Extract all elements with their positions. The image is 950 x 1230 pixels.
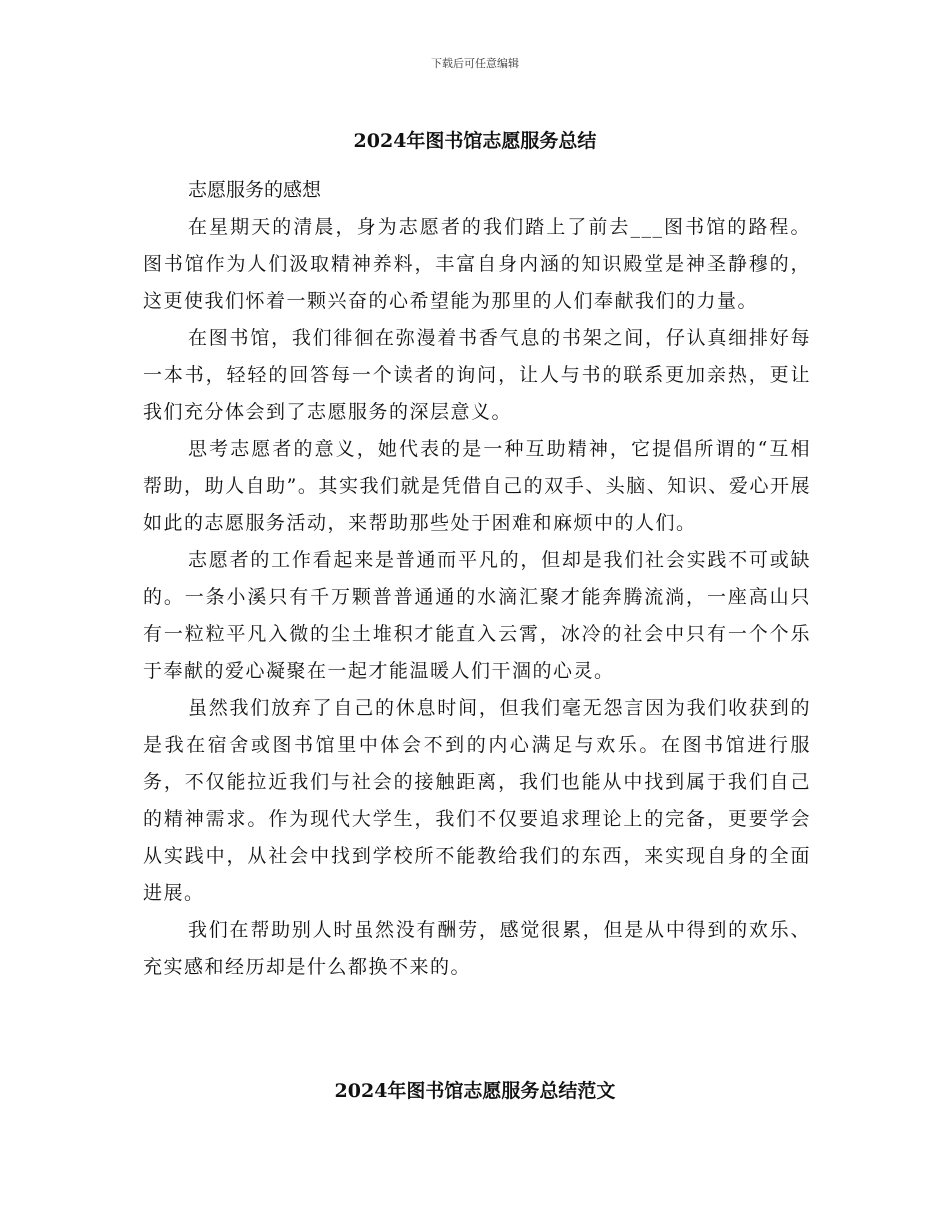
section-subheading: 志愿服务的感想 [188,179,322,201]
paragraph: 在图书馆，我们徘徊在弥漫着书香气息的书架之间，仔认真细排好每一本书，轻轻的回答每一个读者的询问，让人与书的联系更加亲热，更让我们充分体会到了志愿服务的深层意义。 [143,327,811,423]
document-title: 2024年图书馆志愿服务总结 [353,130,597,152]
document-body [143,172,811,986]
paragraph: 在星期天的清晨，身为志愿者的我们踏上了前去___图书馆的路程。图书馆作为人们汲取精神养料，丰富自身内涵的知识殿堂是神圣静穆的，这更使我们怀着一颗兴奋的心希望能为那里的人们奉献我们的力量。 [143,216,811,312]
paragraph: 我们在帮助别人时虽然没有酬劳，感觉很累，但是从中得到的欢乐、充实感和经历却是什么都换不来的。 [143,919,811,978]
paragraph: 思考志愿者的意义，她代表的是一种互助精神，它提倡所谓的“互相帮助，助人自助”。其实我们就是凭借自己的双手、头脑、知识、爱心开展如此的志愿服务活动，来帮助那些处于困难和麻烦中的人们。 [143,438,811,534]
second-document-title: 2024年图书馆志愿服务总结范文 [334,1080,616,1102]
page-header-note: 下载后可任意编辑 [431,57,519,70]
paragraph: 虽然我们放弃了自己的休息时间，但我们毫无怨言因为我们收获到的是我在宿舍或图书馆里中体会不到的内心满足与欢乐。在图书馆进行服务，不仅能拉近我们与社会的接触距离，我们也能从中找到属于我们自己的精神需求。作为现代大学生，我们不仅要追求理论上的完备，更要学会从实践中，从社会中找到学校所不能教给我们的东西，来实现自身的全面进展。 [143,697,811,904]
paragraph: 志愿者的工作看起来是普通而平凡的，但却是我们社会实践不可或缺的。一条小溪只有千万颗普普通通的水滴汇聚才能奔腾流淌，一座高山只有一粒粒平凡入微的尘土堆积才能直入云霄，冰冷的社会中只有一个个乐于奉献的爱心凝聚在一起才能温暖人们干涸的心灵。 [143,549,811,682]
